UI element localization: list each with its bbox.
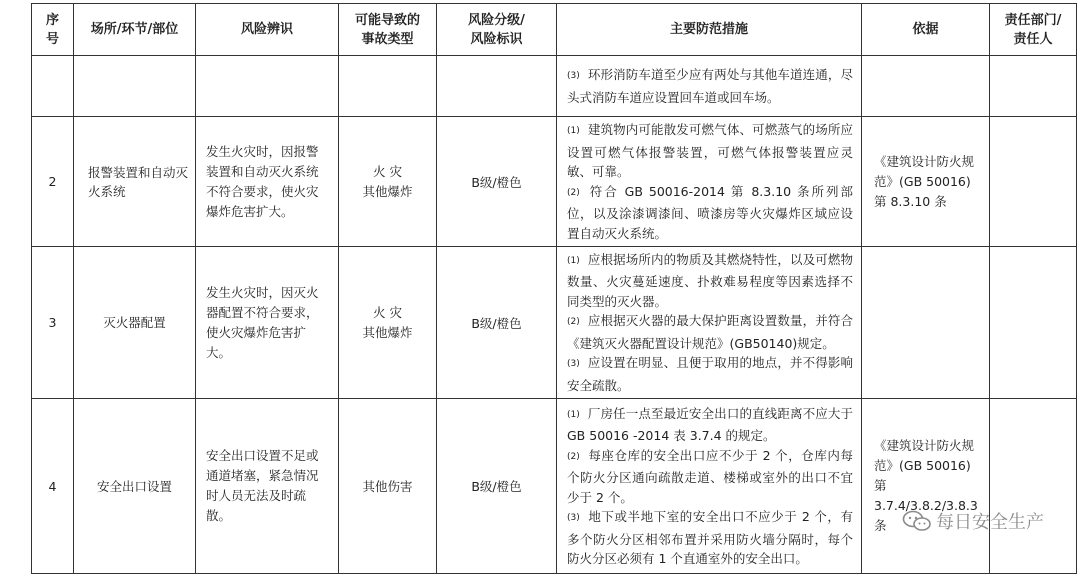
row-level: B级/橙色 — [437, 399, 557, 574]
header-row — [32, 4, 1077, 56]
header-accident-type: 可能导致的 事故类型 — [339, 4, 437, 56]
table-row — [32, 247, 1077, 399]
measure-item: (3) 环形消防车道至少应有两处与其他车道连通，尽头式消防车道应设置回车道或回车场。 — [567, 67, 853, 105]
row-risk: 发生火灾时，因灭火器配置不符合要求，使火灾爆炸危害扩大。 — [196, 247, 339, 399]
row-risk: 安全出口设置不足或通道堵塞，紧急情况时人员无法及时疏散。 — [196, 399, 339, 574]
wechat-logo-icon — [902, 510, 932, 532]
row-basis — [862, 247, 990, 399]
row-measures — [557, 399, 862, 574]
header-risk-level: 风险分级/ 风险标识 — [437, 4, 557, 56]
row-place — [74, 56, 196, 117]
row-level: B级/橙色 — [437, 247, 557, 399]
header-measures: 主要防范措施 — [557, 4, 862, 56]
row-no: 4 — [32, 399, 74, 574]
measure-item: (3) 地下或半地下室的安全出口不应少于 2 个，有多个防火分区相邻布置并采用防火墙分隔时，每个防火分区必须有 1 个直通室外的安全出口。 — [567, 509, 853, 566]
measure-item: (1) 建筑物内可能散发可燃气体、可燃蒸气的场所应设置可燃气体报警装置，可燃气体报警装置应灵敏、可靠。 — [567, 122, 853, 179]
table-row — [32, 56, 1077, 117]
header-responsible: 责任部门/ 责任人 — [990, 4, 1077, 56]
row-responsible — [990, 117, 1077, 247]
measure-item: (3) 应设置在明显、且便于取用的地点，并不得影响安全疏散。 — [567, 355, 853, 393]
row-no: 3 — [32, 247, 74, 399]
row-no — [32, 56, 74, 117]
row-level — [437, 56, 557, 117]
row-basis: 《建筑设计防火规范》(GB 50016)第 3.7.4/3.8.2/3.8.3 条 — [862, 399, 990, 574]
row-accident: 火 灾 其他爆炸 — [339, 247, 437, 399]
row-responsible — [990, 399, 1077, 574]
row-responsible — [990, 247, 1077, 399]
header-risk: 风险辨识 — [196, 4, 339, 56]
row-place: 报警装置和自动灭火系统 — [74, 117, 196, 247]
risk-table — [31, 3, 1077, 574]
row-measures — [557, 247, 862, 399]
row-level: B级/橙色 — [437, 117, 557, 247]
row-place: 安全出口设置 — [74, 399, 196, 574]
row-risk — [196, 56, 339, 117]
row-risk: 发生火灾时，因报警装置和自动灭火系统不符合要求，使火灾爆炸危害扩大。 — [196, 117, 339, 247]
row-accident: 其他伤害 — [339, 399, 437, 574]
header-no: 序 号 — [32, 4, 74, 56]
row-accident: 火 灾 其他爆炸 — [339, 117, 437, 247]
measure-item: (2) 每座仓库的安全出口应不少于 2 个，仓库内每个防火分区通向疏散走道、楼梯或室外的出口不宜少于 2 个。 — [567, 447, 853, 505]
row-no: 2 — [32, 117, 74, 247]
row-responsible — [990, 56, 1077, 117]
watermark-text: 每日安全生产 — [936, 512, 1044, 533]
row-measures — [557, 56, 862, 117]
row-basis: 《建筑设计防火规范》(GB 50016)第 8.3.10 条 — [862, 117, 990, 247]
row-basis — [862, 56, 990, 117]
row-measures — [557, 117, 862, 247]
measure-item: (2) 应根据灭火器的最大保护距离设置数量，并符合《建筑灭火器配置设计规范》(GB50140)规定。 — [567, 313, 853, 351]
header-place: 场所/环节/部位 — [74, 4, 196, 56]
header-basis: 依据 — [862, 4, 990, 56]
measure-item: (1) 应根据场所内的物质及其燃烧特性，以及可燃物数量、火灾蔓延速度、扑救难易程度等因素选择不同类型的灭火器。 — [567, 251, 853, 309]
row-accident — [339, 56, 437, 117]
table-row — [32, 399, 1077, 574]
row-place: 灭火器配置 — [74, 247, 196, 399]
table-row — [32, 117, 1077, 247]
measure-item: (2) 符合 GB 50016-2014 第 8.3.10 条所列部位，以及涂漆调漆间、喷漆房等火灾爆炸区域应设置自动灭火系统。 — [567, 183, 853, 241]
watermark — [902, 508, 1044, 534]
measure-item: (1) 厂房任一点至最近安全出口的直线距离不应大于 GB 50016 -2014 表 3.7.4 的规定。 — [567, 405, 853, 443]
